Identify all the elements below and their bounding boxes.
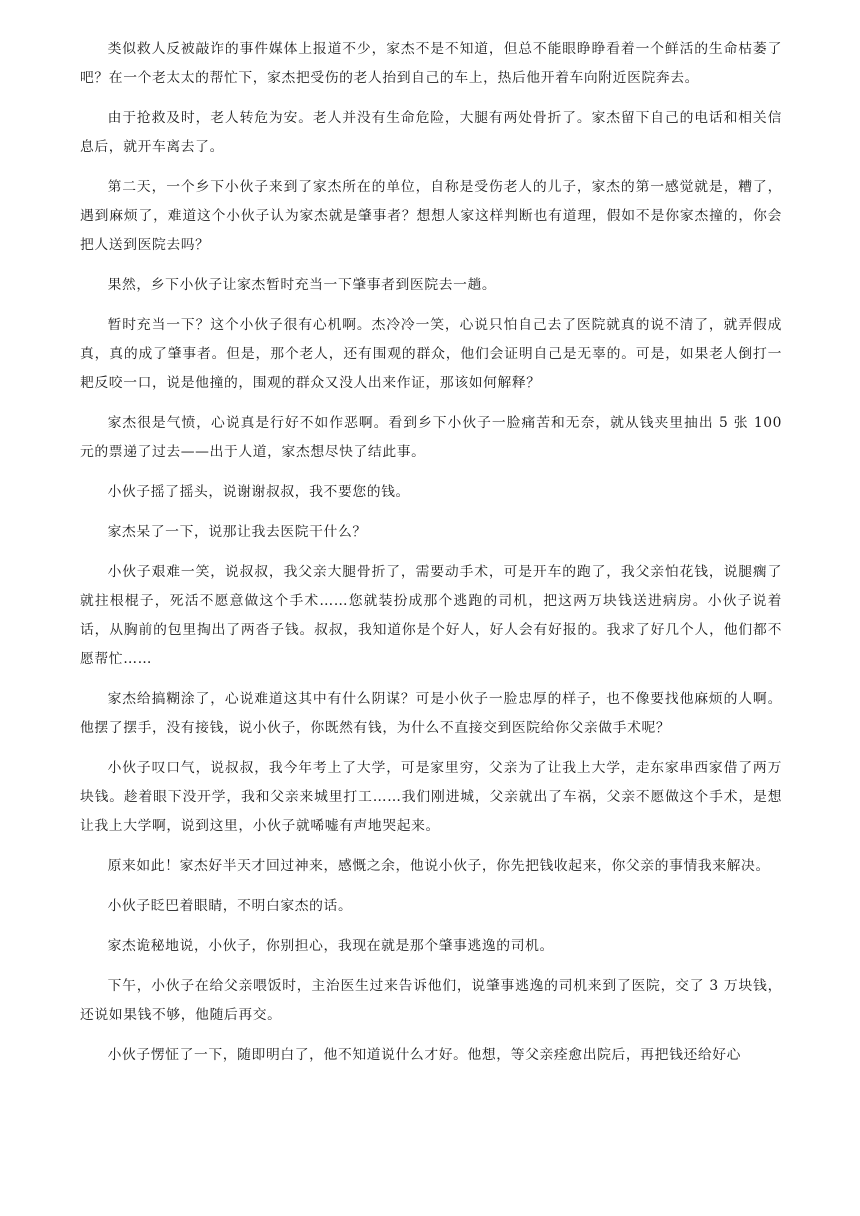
- paragraph-1: 类似救人反被敲诈的事件媒体上报道不少，家杰不是不知道，但总不能眼睁睁看着一个鲜活的生命枯萎了吧？在一个老太太的帮忙下，家杰把受伤的老人抬到自己的车上，热后他开着车向附近医院奔去。: [80, 41, 782, 86]
- paragraph-13: 小伙子眨巴着眼睛，不明白家杰的话。: [107, 898, 353, 914]
- paragraph-16: 小伙子愣怔了一下，随即明白了，他不知道说什么才好。他想，等父亲痊愈出院后，再把钱还给好心: [107, 1047, 742, 1063]
- paragraph-10: 家杰给搞糊涂了，心说难道这其中有什么阴谋？可是小伙子一脸忠厚的样子，也不像要找他麻烦的人啊。他摆了摆手，没有接钱，说小伙子，你既然有钱，为什么不直接交到医院给你父亲做手术呢？: [80, 691, 782, 736]
- paragraph-5: 暂时充当一下？这个小伙子很有心机啊。杰冷冷一笑，心说只怕自己去了医院就真的说不清了，就弄假成真，真的成了肇事者。但是，那个老人，还有围观的群众，他们会证明自己是无辜的。可是，如果老人倒打一耙反咬一口，说是他撞的，围观的群众又没人出来作证，那该如何解释？: [80, 317, 782, 391]
- paragraph-8: 家杰呆了一下，说那让我去医院干什么？: [107, 524, 367, 540]
- paragraph-3: 第二天，一个乡下小伙子来到了家杰所在的单位，自称是受伤老人的儿子，家杰的第一感觉就是，糟了，遇到麻烦了，难道这个小伙子认为家杰就是肇事者？想想人家这样判断也有道理，假如不是你家杰撞的，你会把人送到医院去吗？: [80, 179, 782, 253]
- paragraph-11: 小伙子叹口气，说叔叔，我今年考上了大学，可是家里穷，父亲为了让我上大学，走东家串西家借了两万块钱。趁着眼下没开学，我和父亲来城里打工……我们刚进城，父亲就出了车祸，父亲不愿做这个手术，是想让我上大学啊，说到这里，小伙子就唏嘘有声地哭起来。: [80, 760, 782, 834]
- paragraph-15: 下午，小伙子在给父亲喂饭时，主治医生过来告诉他们，说肇事逃逸的司机来到了医院，交了 3 万块钱，还说如果钱不够，他随后再交。: [80, 978, 782, 1023]
- paragraph-12: 原来如此！家杰好半天才回过神来，感慨之余，他说小伙子，你先把钱收起来，你父亲的事情我来解决。: [107, 858, 770, 874]
- paragraph-9: 小伙子艰难一笑，说叔叔，我父亲大腿骨折了，需要动手术，可是开车的跑了，我父亲怕花钱，说腿瘸了就拄根棍子，死活不愿意做这个手术……您就装扮成那个逃跑的司机，把这两万块钱送进病房。小伙子说着话，从胸前的包里掏出了两沓子钱。叔叔，我知道你是个好人，好人会有好报的。我求了好几个人，他们都不愿帮忙……: [80, 564, 782, 667]
- paragraph-6: 家杰很是气愤，心说真是行好不如作恶啊。看到乡下小伙子一脸痛苦和无奈，就从钱夹里抽出 5 张 100 元的票递了过去——出于人道，家杰想尽快了结此事。: [80, 415, 782, 460]
- paragraph-14: 家杰诡秘地说，小伙子，你别担心，我现在就是那个肇事逃逸的司机。: [107, 938, 554, 954]
- paragraph-2: 由于抢救及时，老人转危为安。老人并没有生命危险，大腿有两处骨折了。家杰留下自己的电话和相关信息后，就开车离去了。: [80, 110, 782, 155]
- paragraph-4: 果然，乡下小伙子让家杰暂时充当一下肇事者到医院去一趟。: [107, 277, 497, 293]
- document-page: [80, 35, 782, 1081]
- paragraph-7: 小伙子摇了摇头，说谢谢叔叔，我不要您的钱。: [107, 484, 410, 500]
